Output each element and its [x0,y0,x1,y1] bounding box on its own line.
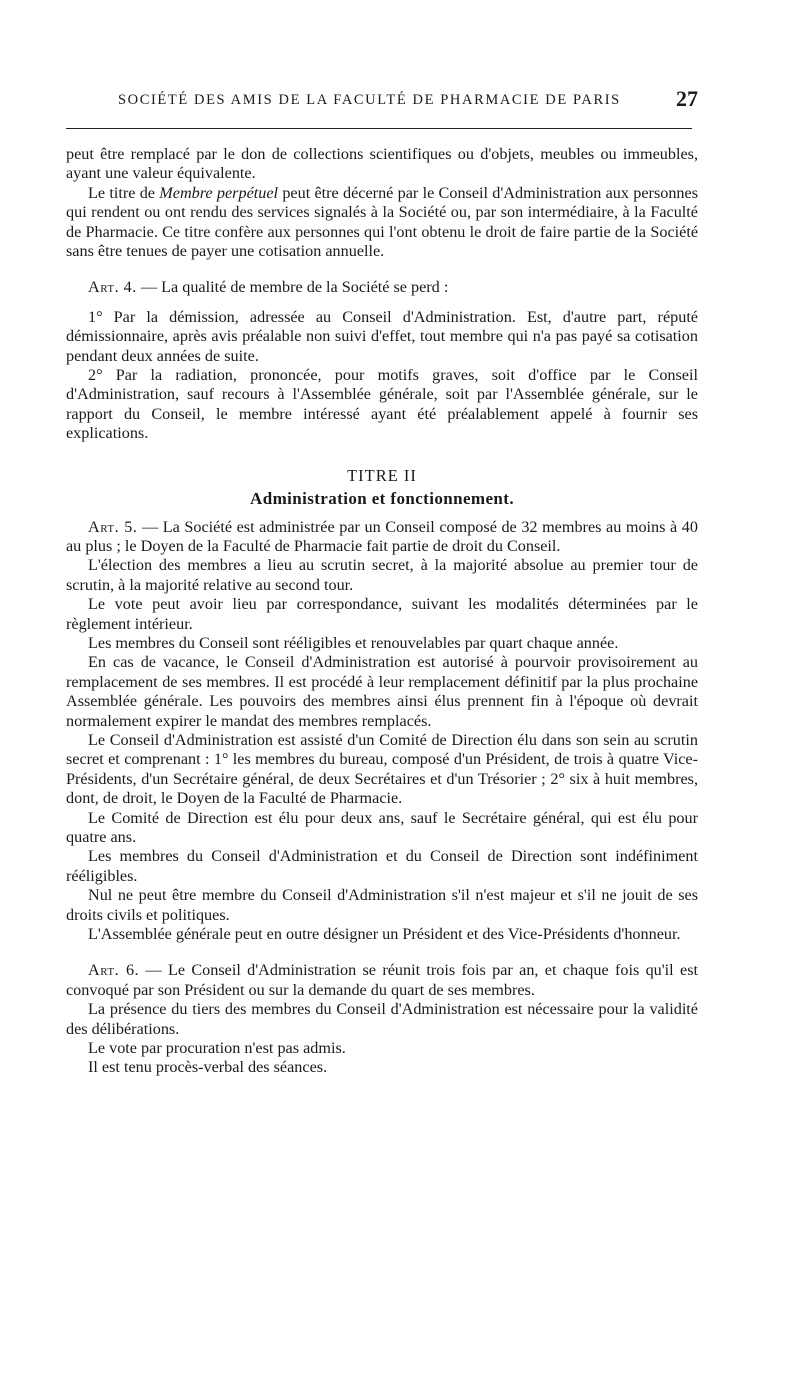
paragraph [66,1058,698,1077]
paragraph [66,925,698,944]
paragraph-text: Le Comité de Direction est élu pour deux ans, sauf le Secrétaire général, qui est élu pour quatre ans. [66,808,698,846]
article-text: — La qualité de membre de la Société se perd : [136,278,449,297]
article-text: — La Société est administrée par un Conseil composé de 32 membres au moins à 40 au plus ; le Doyen de la Faculté de Pharmacie fait partie de droit du Conseil. [66,517,698,555]
paragraph [66,634,698,653]
article-5 [66,518,698,557]
paragraph [66,1000,698,1039]
article-6 [66,961,698,1000]
section-subtitle: Administration et fonctionnement. [250,489,514,509]
paragraph-text: Les membres du Conseil sont rééligibles et renouvelables par quart chaque année. [88,633,619,652]
body-text [66,145,698,1078]
paragraph [66,595,698,634]
paragraph-text: Les membres du Conseil d'Administration et du Conseil de Direction sont indéfiniment rééligibles. [66,847,698,885]
paragraph-text: 1° Par la démission, adressée au Conseil d'Administration. Est, d'autre part, réputé démissionnaire, après avis préalable non suivi d'effet, tout membre qui n'a pas payé sa cotisation pendant deux années de suite. [66,307,698,365]
section-title: TITRE II [347,465,417,485]
paragraph-text: Il est tenu procès-verbal des séances. [88,1058,328,1077]
article-label: Art. 6. [88,961,140,980]
paragraph [66,308,698,366]
page-number: 27 [676,86,698,111]
paragraph [66,653,698,731]
paragraph [66,145,698,184]
emphasis-text: Membre perpétuel [159,183,279,202]
paragraph-text: L'élection des membres a lieu au scrutin secret, à la majorité absolue au premier tour de scrutin, à la majorité relative au second tour. [66,556,698,594]
paragraph-text: En cas de vacance, le Conseil d'Administration est autorisé à pourvoir provisoirement au remplacement de ses membres. Il est procédé à leur remplacement définitif par la plus prochaine Assemblée générale. Les pouvoirs des membres ainsi élus prennent fin à l'époque où devrait normalement expirer le mandat des membres remplacés. [66,653,698,730]
page-header [66,88,698,118]
paragraph [66,556,698,595]
paragraph [66,1039,698,1058]
header-rule [66,128,692,129]
article-4 [66,278,698,297]
article-text: — Le Conseil d'Administration se réunit trois fois par an, et chaque fois qu'il est convoqué par son Président ou sur la demande du quart de ses membres. [66,961,698,999]
paragraph-text: Le titre de [88,183,160,202]
paragraph-text: Nul ne peut être membre du Conseil d'Administration s'il n'est majeur et s'il ne jouit de ses droits civils et politiques. [66,886,698,924]
paragraph-text: 2° Par la radiation, prononcée, pour motifs graves, soit d'office par le Conseil d'Administration, sauf recours à l'Assemblée générale, soit par l'Assemblée générale, sur le rapport du Conseil, le membre intéressé ayant été préalablement appelé à fournir ses explications. [66,366,698,443]
paragraph [66,809,698,848]
paragraph-text: Le vote par procuration n'est pas admis. [88,1039,346,1058]
paragraph-text: peut être décerné par le Conseil d'Administration aux personnes qui rendent ou ont rendu des services signalés à la Société ou, par son intermédiaire, à la Faculté de Pharmacie. Ce titre confère aux personnes qui l'ont obtenu le droit de faire partie de la Société sans être tenues de payer une cotisation annuelle. [66,183,699,261]
article-label: Art. 4. [88,278,137,297]
paragraph [66,731,698,809]
article-label: Art. 5. [88,517,138,536]
paragraph-text: peut être remplacé par le don de collections scientifiques ou d'objets, meubles ou immeubles, ayant une valeur équivalente. [66,145,698,183]
paragraph-text: Le vote peut avoir lieu par correspondance, suivant les modalités déterminées par le règlement intérieur. [66,595,698,633]
paragraph [66,366,698,444]
paragraph-text: L'Assemblée générale peut en outre désigner un Président et des Vice-Présidents d'honneur. [88,925,681,944]
paragraph-text: Le Conseil d'Administration est assisté d'un Comité de Direction élu dans son sein au scrutin secret et comprenant : 1° les membres du bureau, composé d'un Président, de trois à quatre Vice-Présidents, d'un Secrétaire général, de deux Secrétaires et d'un Trésorier ; 2° six à huit membres, dont, de droit, le Doyen de la Faculté de Pharmacie. [66,730,698,808]
paragraph [66,847,698,886]
paragraph-text: La présence du tiers des membres du Conseil d'Administration est nécessaire pour la validité des délibérations. [66,1000,698,1038]
running-title: SOCIÉTÉ DES AMIS DE LA FACULTÉ DE PHARMACIE DE PARIS [118,92,621,108]
paragraph [66,184,698,262]
paragraph [66,886,698,925]
